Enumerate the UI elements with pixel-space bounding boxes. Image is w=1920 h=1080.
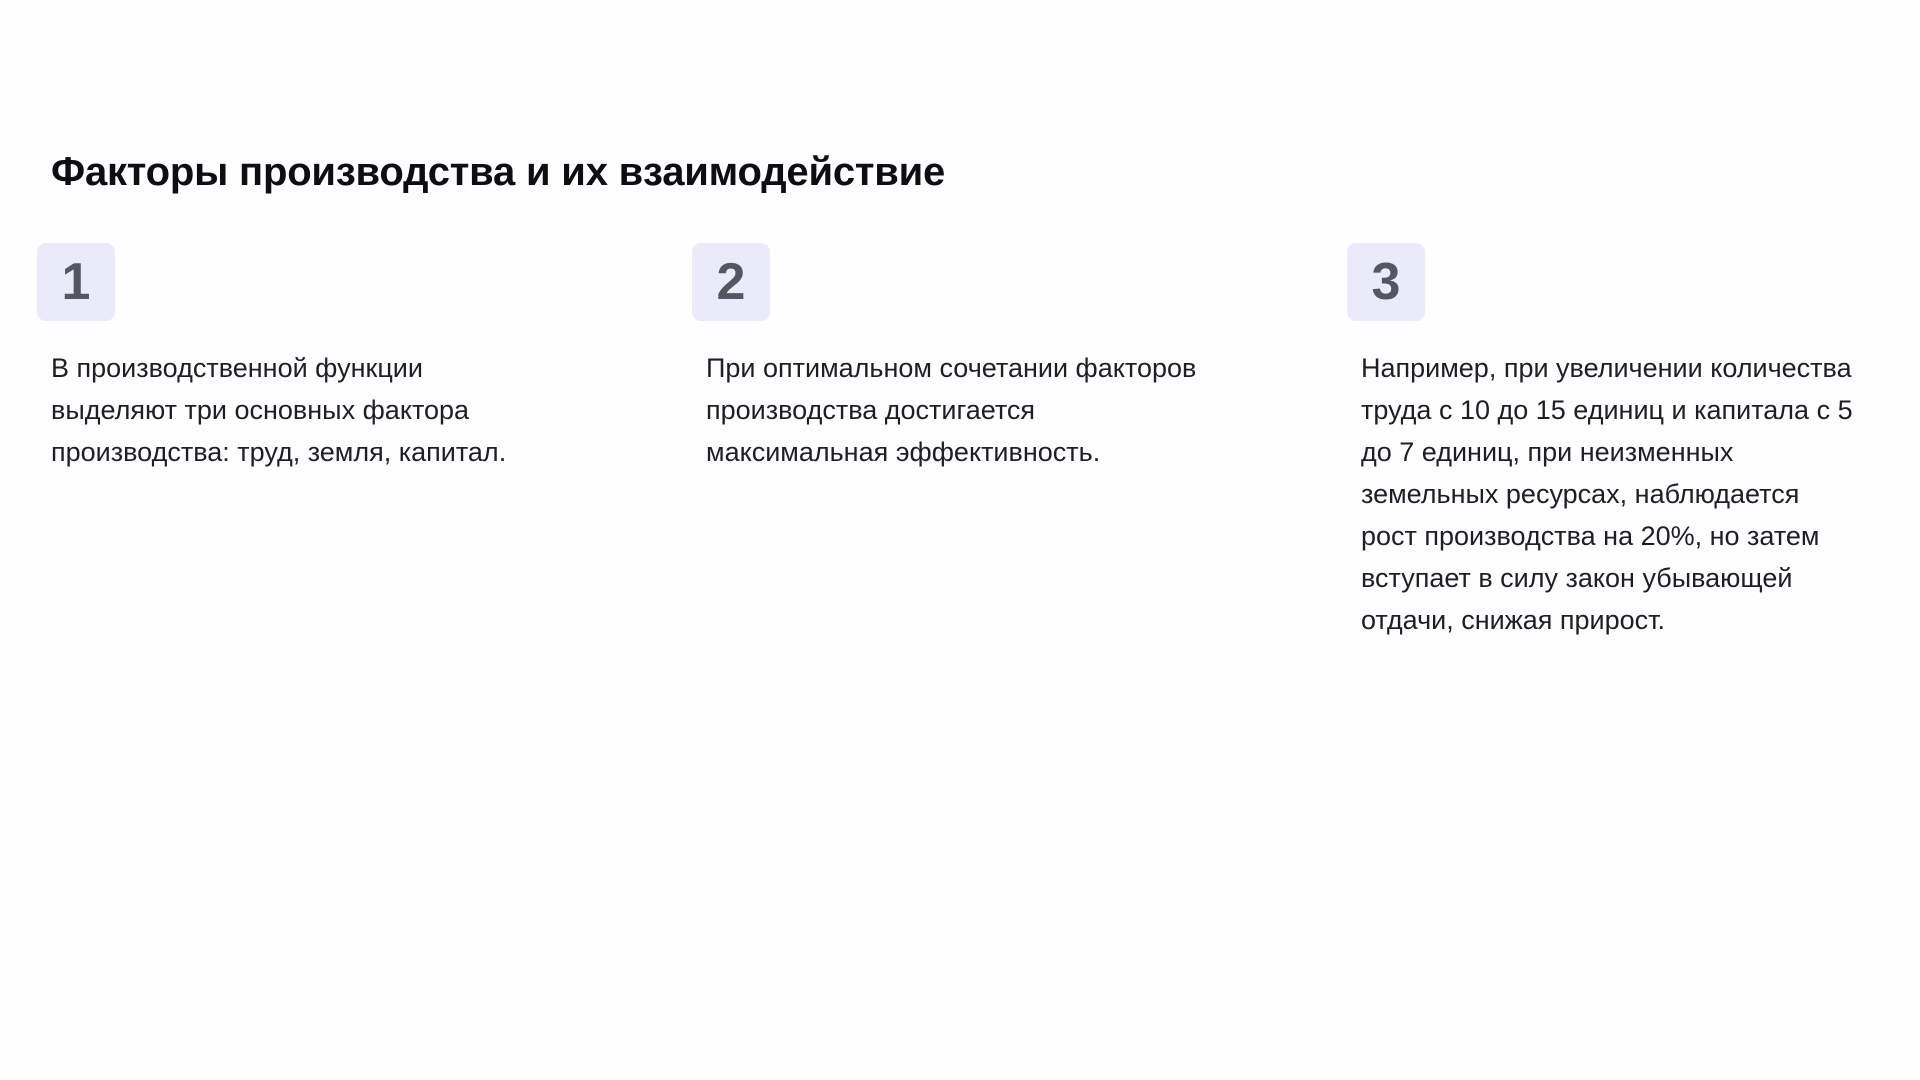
step-text: При оптимальном сочетании факторов производства достигается максимальная эффективность. <box>706 353 1197 467</box>
step-text: В производственной функции выделяют три основных фактора производства: труд, земля, капитал. <box>51 353 507 467</box>
step-text: Например, при увеличении количества труда с 10 до 15 единиц и капитала с 5 до 7 единиц, при неизменных земельных ресурсах, наблюдается рост производства на 20%, но затем вступает в силу закон убывающей отдачи, снижая прирост. <box>1361 353 1853 635</box>
slide-title: Факторы производства и их взаимодействие <box>51 150 946 194</box>
step-number-badge: 1 <box>37 243 115 321</box>
step-column-3 <box>1347 243 1920 641</box>
steps-row <box>37 243 1883 641</box>
step-number-badge: 3 <box>1347 243 1425 321</box>
step-number-badge: 2 <box>692 243 770 321</box>
step-column-2 <box>692 243 1347 641</box>
step-column-1 <box>37 243 692 641</box>
